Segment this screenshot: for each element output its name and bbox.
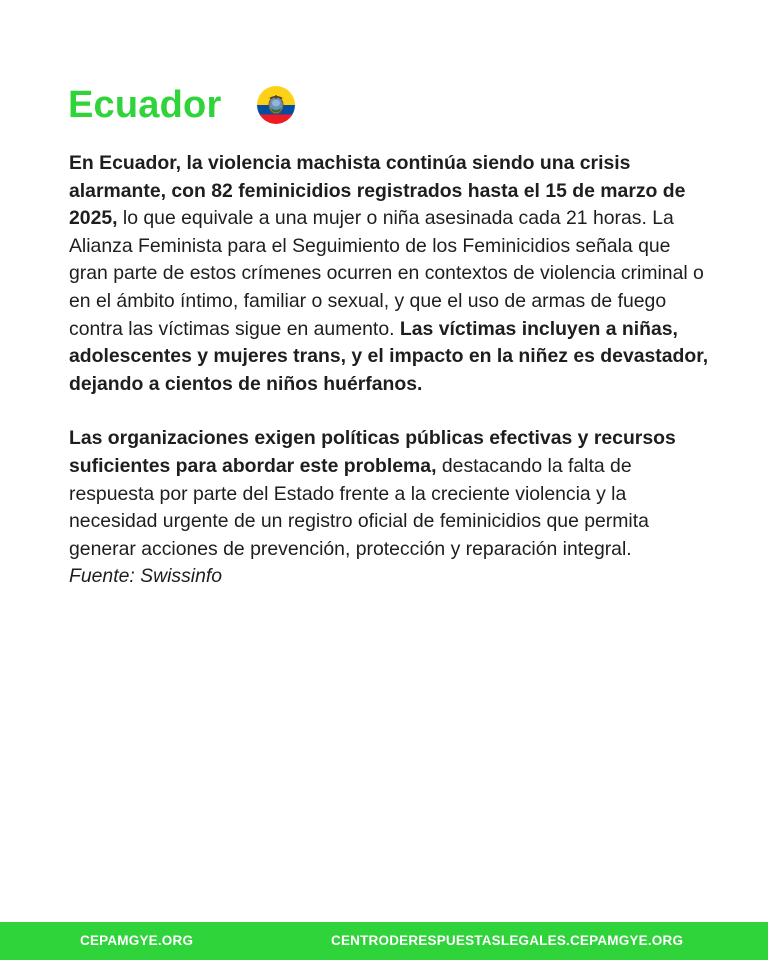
footer-bar	[0, 922, 768, 960]
ecuador-flag-icon	[257, 86, 295, 124]
paragraph-1-bold-lead: En Ecuador, la violencia machista continúa siendo una crisis alarmante, con 82 feminicidios registrados hasta el 15 de marzo de 2025,	[69, 152, 686, 230]
paragraph-1-bold-tail: Las víctimas incluyen a niñas, adolescentes y mujeres trans, y el impacto en la niñez es devastador, dejando a cientos de niños huérfanos.	[69, 317, 709, 395]
header	[68, 82, 295, 128]
page-title: Ecuador	[68, 84, 222, 126]
article-body	[69, 150, 709, 591]
paragraph-2-text: destacando la falta de respuesta por parte del Estado frente a la creciente violencia y la necesidad urgente de un registro oficial de feminicidios que permita generar acciones de prevención, protección y reparación integral.	[69, 454, 649, 560]
paragraph-2-bold-lead: Las organizaciones exigen políticas públicas efectivas y recursos suficientes para abordar este problema,	[69, 427, 676, 477]
paragraph-1	[69, 150, 709, 398]
source-citation: Fuente: Swissinfo	[69, 565, 223, 588]
paragraph-2	[69, 425, 709, 591]
paragraph-1-text: lo que equivale a una mujer o niña asesinada cada 21 horas. La Alianza Feminista para el Seguimiento de los Feminicidios señala que gran parte de estos crímenes ocurren en contextos de violencia criminal o en el ámbito íntimo, familiar o sexual, y que el uso de armas de fuego contra las víctimas sigue en aumento.	[69, 207, 704, 340]
footer-link-cepamgye[interactable]: CEPAMGYE.ORG	[80, 933, 194, 948]
footer-link-centro-respuestas-legales[interactable]: CENTRODERESPUESTASLEGALES.CEPAMGYE.ORG	[331, 933, 684, 948]
